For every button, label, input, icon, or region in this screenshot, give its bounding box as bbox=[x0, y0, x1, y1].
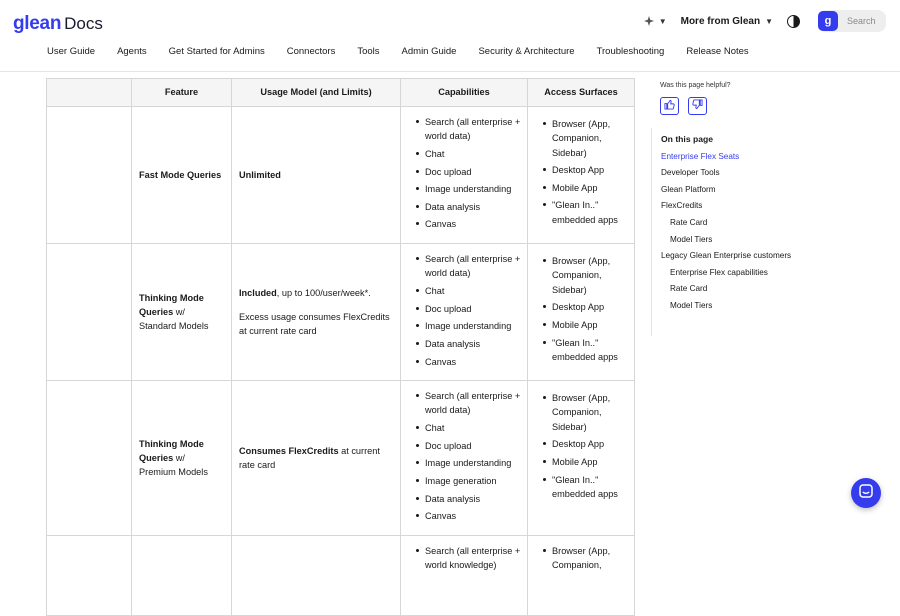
access-cell bbox=[528, 107, 635, 244]
feature-cell bbox=[132, 244, 232, 381]
logo-wordmark: glean bbox=[13, 13, 62, 34]
toc-link[interactable]: Glean Platform bbox=[661, 184, 716, 194]
usage-cell bbox=[232, 381, 401, 536]
list-item: Mobile App bbox=[552, 181, 628, 195]
nav-item-release-notes[interactable]: Release Notes bbox=[686, 46, 749, 57]
nav-item-get-started-for-admins[interactable]: Get Started for Admins bbox=[168, 46, 265, 57]
list-item: Search (all enterprise + world data) bbox=[425, 389, 521, 418]
list-item: Data analysis bbox=[425, 337, 521, 351]
table-row bbox=[47, 535, 635, 615]
capabilities-cell bbox=[401, 381, 528, 536]
list-item: Search (all enterprise + world data) bbox=[425, 252, 521, 281]
list-item: Image understanding bbox=[425, 456, 521, 470]
blank-cell bbox=[47, 244, 132, 381]
access-list bbox=[528, 254, 628, 364]
feature-name: Thinking Mode Queries bbox=[139, 292, 204, 318]
usage-detail: Excess usage consumes FlexCredits at current rate card bbox=[239, 311, 390, 336]
list-item: Desktop App bbox=[552, 437, 628, 451]
toc-title: On this page bbox=[661, 134, 714, 144]
usage-text bbox=[239, 168, 393, 182]
access-list bbox=[528, 544, 628, 573]
sparkle-icon bbox=[644, 16, 654, 26]
usage-text bbox=[239, 444, 393, 473]
theme-toggle-icon[interactable] bbox=[787, 15, 800, 28]
toc-link[interactable]: Enterprise Flex capabilities bbox=[670, 267, 768, 277]
site-header bbox=[0, 0, 900, 72]
column-header: Access Surfaces bbox=[528, 79, 635, 107]
usage-cell bbox=[232, 107, 401, 244]
table-header-row bbox=[47, 79, 635, 107]
toc-link[interactable]: Enterprise Flex Seats bbox=[661, 151, 740, 161]
list-item: Canvas bbox=[425, 217, 521, 231]
access-list bbox=[528, 391, 628, 501]
feature-name: Thinking Mode Queries bbox=[139, 438, 204, 463]
access-cell bbox=[528, 381, 635, 536]
column-header: Capabilities bbox=[401, 79, 528, 107]
search-input[interactable] bbox=[818, 10, 886, 32]
usage-text bbox=[239, 286, 393, 300]
capabilities-list bbox=[401, 252, 521, 369]
chat-widget-button[interactable] bbox=[851, 478, 881, 508]
list-item: Search (all enterprise + world knowledge) bbox=[425, 544, 521, 573]
access-list bbox=[528, 117, 628, 227]
table-row bbox=[47, 381, 635, 536]
column-header: Usage Model (and Limits) bbox=[232, 79, 401, 107]
list-item: Desktop App bbox=[552, 163, 628, 177]
more-from-label: More from Glean bbox=[680, 15, 761, 27]
list-item: Search (all enterprise + world data) bbox=[425, 115, 521, 144]
table-of-contents bbox=[651, 128, 891, 336]
table-body bbox=[47, 107, 635, 616]
capabilities-cell bbox=[401, 244, 528, 381]
nav-item-user-guide[interactable]: User Guide bbox=[47, 46, 96, 57]
blank-cell bbox=[47, 107, 132, 244]
list-item: Image generation bbox=[425, 474, 521, 488]
glean-search-icon: g bbox=[818, 11, 838, 31]
table-row bbox=[47, 107, 635, 244]
list-item: "Glean In.." embedded apps bbox=[552, 473, 628, 502]
toc-link[interactable]: Model Tiers bbox=[670, 234, 713, 244]
feature-cell bbox=[132, 535, 232, 615]
usage-detail: , up to 100/user/week*. bbox=[276, 288, 371, 299]
capabilities-list bbox=[401, 389, 521, 523]
header-actions bbox=[644, 10, 886, 32]
main-nav bbox=[47, 46, 771, 57]
feature-table bbox=[46, 78, 635, 616]
nav-item-troubleshooting[interactable]: Troubleshooting bbox=[596, 46, 665, 57]
capabilities-list bbox=[401, 115, 521, 232]
capabilities-cell bbox=[401, 107, 528, 244]
toc-link[interactable]: FlexCredits bbox=[661, 201, 703, 211]
list-item: Image understanding bbox=[425, 182, 521, 196]
list-item: Browser (App, Companion, bbox=[552, 544, 628, 573]
access-cell bbox=[528, 535, 635, 615]
access-cell bbox=[528, 244, 635, 381]
list-item: Image understanding bbox=[425, 319, 521, 333]
usage-highlight: Unlimited bbox=[239, 169, 281, 180]
toc-link[interactable]: Rate Card bbox=[670, 217, 708, 227]
column-header bbox=[47, 79, 132, 107]
usage-highlight: Included bbox=[239, 288, 277, 299]
feature-qualifier: w/ Standard Models bbox=[139, 307, 209, 332]
toc-list bbox=[661, 152, 891, 310]
capabilities-list bbox=[401, 544, 521, 573]
usage-cell bbox=[232, 535, 401, 615]
nav-item-agents[interactable]: Agents bbox=[117, 46, 147, 57]
list-item: Canvas bbox=[425, 355, 521, 369]
list-item: Browser (App, Companion, Sidebar) bbox=[552, 391, 628, 434]
list-item: Desktop App bbox=[552, 300, 628, 314]
glean-docs-logo[interactable] bbox=[13, 13, 103, 35]
thumbs-down-button[interactable] bbox=[688, 97, 707, 115]
list-item: "Glean In.." embedded apps bbox=[552, 198, 628, 227]
nav-item-security-architecture[interactable]: Security & Architecture bbox=[478, 46, 575, 57]
list-item: Data analysis bbox=[425, 200, 521, 214]
more-from-glean-menu[interactable] bbox=[681, 16, 773, 27]
list-item: "Glean In.." embedded apps bbox=[552, 336, 628, 365]
feature-cell bbox=[132, 381, 232, 536]
usage-cell bbox=[232, 244, 401, 381]
feature-name: Fast Mode Queries bbox=[139, 169, 222, 180]
feature-qualifier: w/ Premium Models bbox=[139, 452, 208, 478]
table-row bbox=[47, 244, 635, 381]
toc-link[interactable]: Rate Card bbox=[670, 284, 708, 294]
blank-cell bbox=[47, 535, 132, 615]
list-item: Data analysis bbox=[425, 492, 521, 506]
list-item: Doc upload bbox=[425, 165, 521, 179]
feature-table-container bbox=[46, 78, 634, 571]
capabilities-cell bbox=[401, 535, 528, 615]
usage-text bbox=[239, 310, 393, 339]
thumbs-up-button[interactable] bbox=[660, 97, 679, 115]
list-item: Canvas bbox=[425, 509, 521, 523]
feedback-buttons bbox=[660, 97, 890, 115]
list-item: Chat bbox=[425, 147, 521, 161]
usage-highlight: Consumes FlexCredits bbox=[239, 445, 339, 456]
chevron-down-icon: ▼ bbox=[658, 16, 667, 26]
column-header: Feature bbox=[132, 79, 232, 107]
nav-item-connectors[interactable]: Connectors bbox=[286, 46, 336, 57]
list-item: Chat bbox=[425, 284, 521, 298]
list-item: Doc upload bbox=[425, 439, 521, 453]
nav-item-admin-guide[interactable]: Admin Guide bbox=[401, 46, 457, 57]
list-item: Doc upload bbox=[425, 302, 521, 316]
chat-icon bbox=[859, 484, 873, 503]
nav-item-tools[interactable]: Tools bbox=[357, 46, 380, 57]
usage-detail: at current rate card bbox=[239, 445, 380, 471]
search-placeholder: Search bbox=[847, 16, 876, 26]
list-item: Chat bbox=[425, 421, 521, 435]
toc-link[interactable]: Legacy Glean Enterprise customers bbox=[661, 251, 792, 261]
list-item: Mobile App bbox=[552, 455, 628, 469]
toc-link[interactable]: Model Tiers bbox=[670, 300, 713, 310]
assistant-menu[interactable] bbox=[644, 16, 667, 26]
logo-suffix: Docs bbox=[64, 14, 103, 33]
page-feedback bbox=[660, 82, 890, 115]
list-item: Mobile App bbox=[552, 318, 628, 332]
list-item: Browser (App, Companion, Sidebar) bbox=[552, 254, 628, 297]
thumbs-up-icon bbox=[664, 97, 675, 115]
thumbs-down-icon bbox=[692, 97, 703, 115]
helpful-question: Was this page helpful? bbox=[660, 82, 731, 89]
toc-link[interactable]: Developer Tools bbox=[661, 168, 720, 178]
chevron-down-icon: ▼ bbox=[765, 16, 773, 26]
blank-cell bbox=[47, 381, 132, 536]
feature-cell bbox=[132, 107, 232, 244]
list-item: Browser (App, Companion, Sidebar) bbox=[552, 117, 628, 160]
